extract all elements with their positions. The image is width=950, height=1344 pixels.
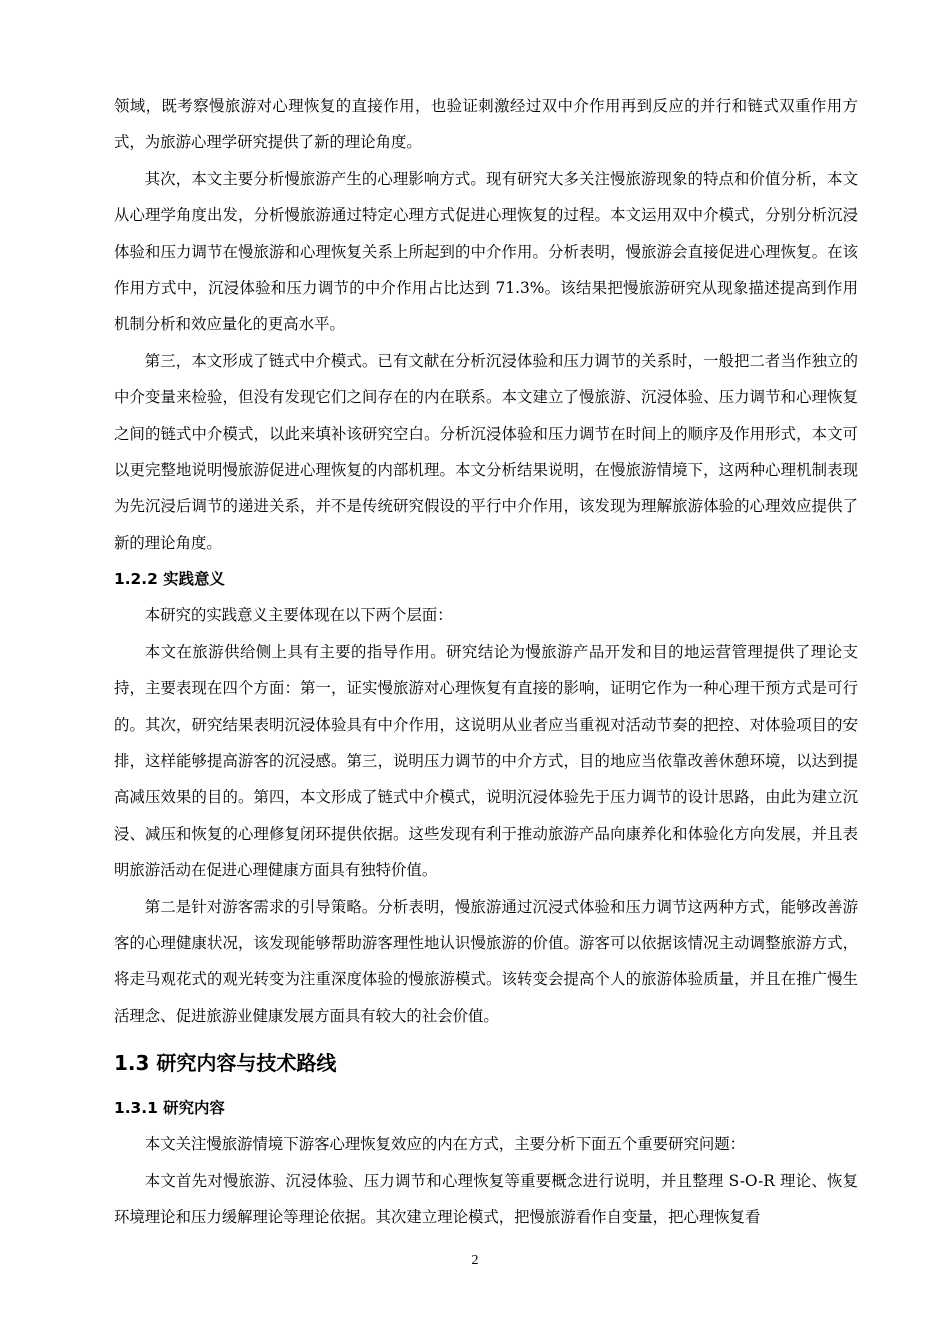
paragraph-research-focus: 本文关注慢旅游情境下游客心理恢复效应的内在方式，主要分析下面五个重要研究问题： [144, 1135, 746, 1154]
page-number: 2 [471, 1253, 479, 1268]
paragraph-third-significance: 第三，本文形成了链式中介模式。已有文献在分析沉浸体验和压力调节的关系时，一般把二者当作独立的中介变量来检验，但没有发现它们之间存在的内在联系。本文建立了慢旅游、沉浸体验、压力调节和心理恢复之间的链式中介模式，以此来填补该研究空白。分析沉浸体验和压力调节在时间上的顺序及作用形式，本文可以更完整地说明慢旅游促进心理恢复的内部机理。本文分析结果说明，在慢旅游情境下，这两种心理机制表现为先沉浸后调节的递进关系，并不是传统研究假设的平行中介作用，该发现为理解旅游体验的心理效应提供了新的理论角度。 [114, 351, 858, 552]
paragraph-tourist-demand: 第二是针对游客需求的引导策略。分析表明，慢旅游通过沉浸式体验和压力调节这两种方式，能够改善游客的心理健康状况，该发现能够帮助游客理性地认识慢旅游的价值。游客可以依据该情况主动调整旅游方式，将走马观花式的观光转变为注重深度体验的慢旅游模式。该转变会提高个人的旅游体验质量，并且在推广慢生活理念、促进旅游业健康发展方面具有较大的社会价值。 [114, 897, 858, 1025]
heading-research-content: 1.3.1 研究内容 [114, 1099, 225, 1118]
paragraph-practical-intro: 本研究的实践意义主要体现在以下两个层面： [144, 606, 453, 625]
paragraph-continued: 领域，既考察慢旅游对心理恢复的直接作用，也验证刺激经过双中介作用再到反应的并行和链式双重作用方式，为旅游心理学研究提供了新的理论角度。 [114, 97, 858, 152]
heading-research-content-route: 1.3 研究内容与技术路线 [114, 1051, 337, 1076]
paragraph-supply-side: 本文在旅游供给侧上具有主要的指导作用。研究结论为慢旅游产品开发和目的地运营管理提供了理论支持，主要表现在四个方面：第一，证实慢旅游对心理恢复有直接的影响，证明它作为一种心理干预方式是可行的。其次，研究结果表明沉浸体验具有中介作用，这说明从业者应当重视对活动节奏的把控、对体验项目的安排，这样能够提高游客的沉浸感。第三，说明压力调节的中介方式，目的地应当依靠改善休憩环境，以达到提高减压效果的目的。第四，本文形成了链式中介模式，说明沉浸体验先于压力调节的设计思路，由此为建立沉浸、减压和恢复的心理修复闭环提供依据。这些发现有利于推动旅游产品向康养化和体验化方向发展，并且表明旅游活动在促进心理健康方面具有独特价值。 [114, 642, 858, 880]
spacer [114, 1078, 858, 1090]
heading-practical-significance: 1.2.2 实践意义 [114, 570, 225, 589]
document-page [114, 88, 858, 1235]
spacer [114, 1034, 858, 1048]
paragraph-second-significance: 其次，本文主要分析慢旅游产生的心理影响方式。现有研究大多关注慢旅游现象的特点和价值分析，本文从心理学角度出发，分析慢旅游通过特定心理方式促进心理恢复的过程。本文运用双中介模式，分别分析沉浸体验和压力调节在慢旅游和心理恢复关系上所起到的中介作用。分析表明，慢旅游会直接促进心理恢复。在该作用方式中，沉浸体验和压力调节的中介作用占比达到 71.3%。该结果把慢旅游研究从现象描述提高到作用机制分析和效应量化的更高水平。 [114, 169, 858, 334]
paragraph-research-steps: 本文首先对慢旅游、沉浸体验、压力调节和心理恢复等重要概念进行说明，并且整理 S-O-R 理论、恢复环境理论和压力缓解理论等理论依据。其次建立理论模式，把慢旅游看作自变量，把心理恢复看 [114, 1171, 858, 1226]
